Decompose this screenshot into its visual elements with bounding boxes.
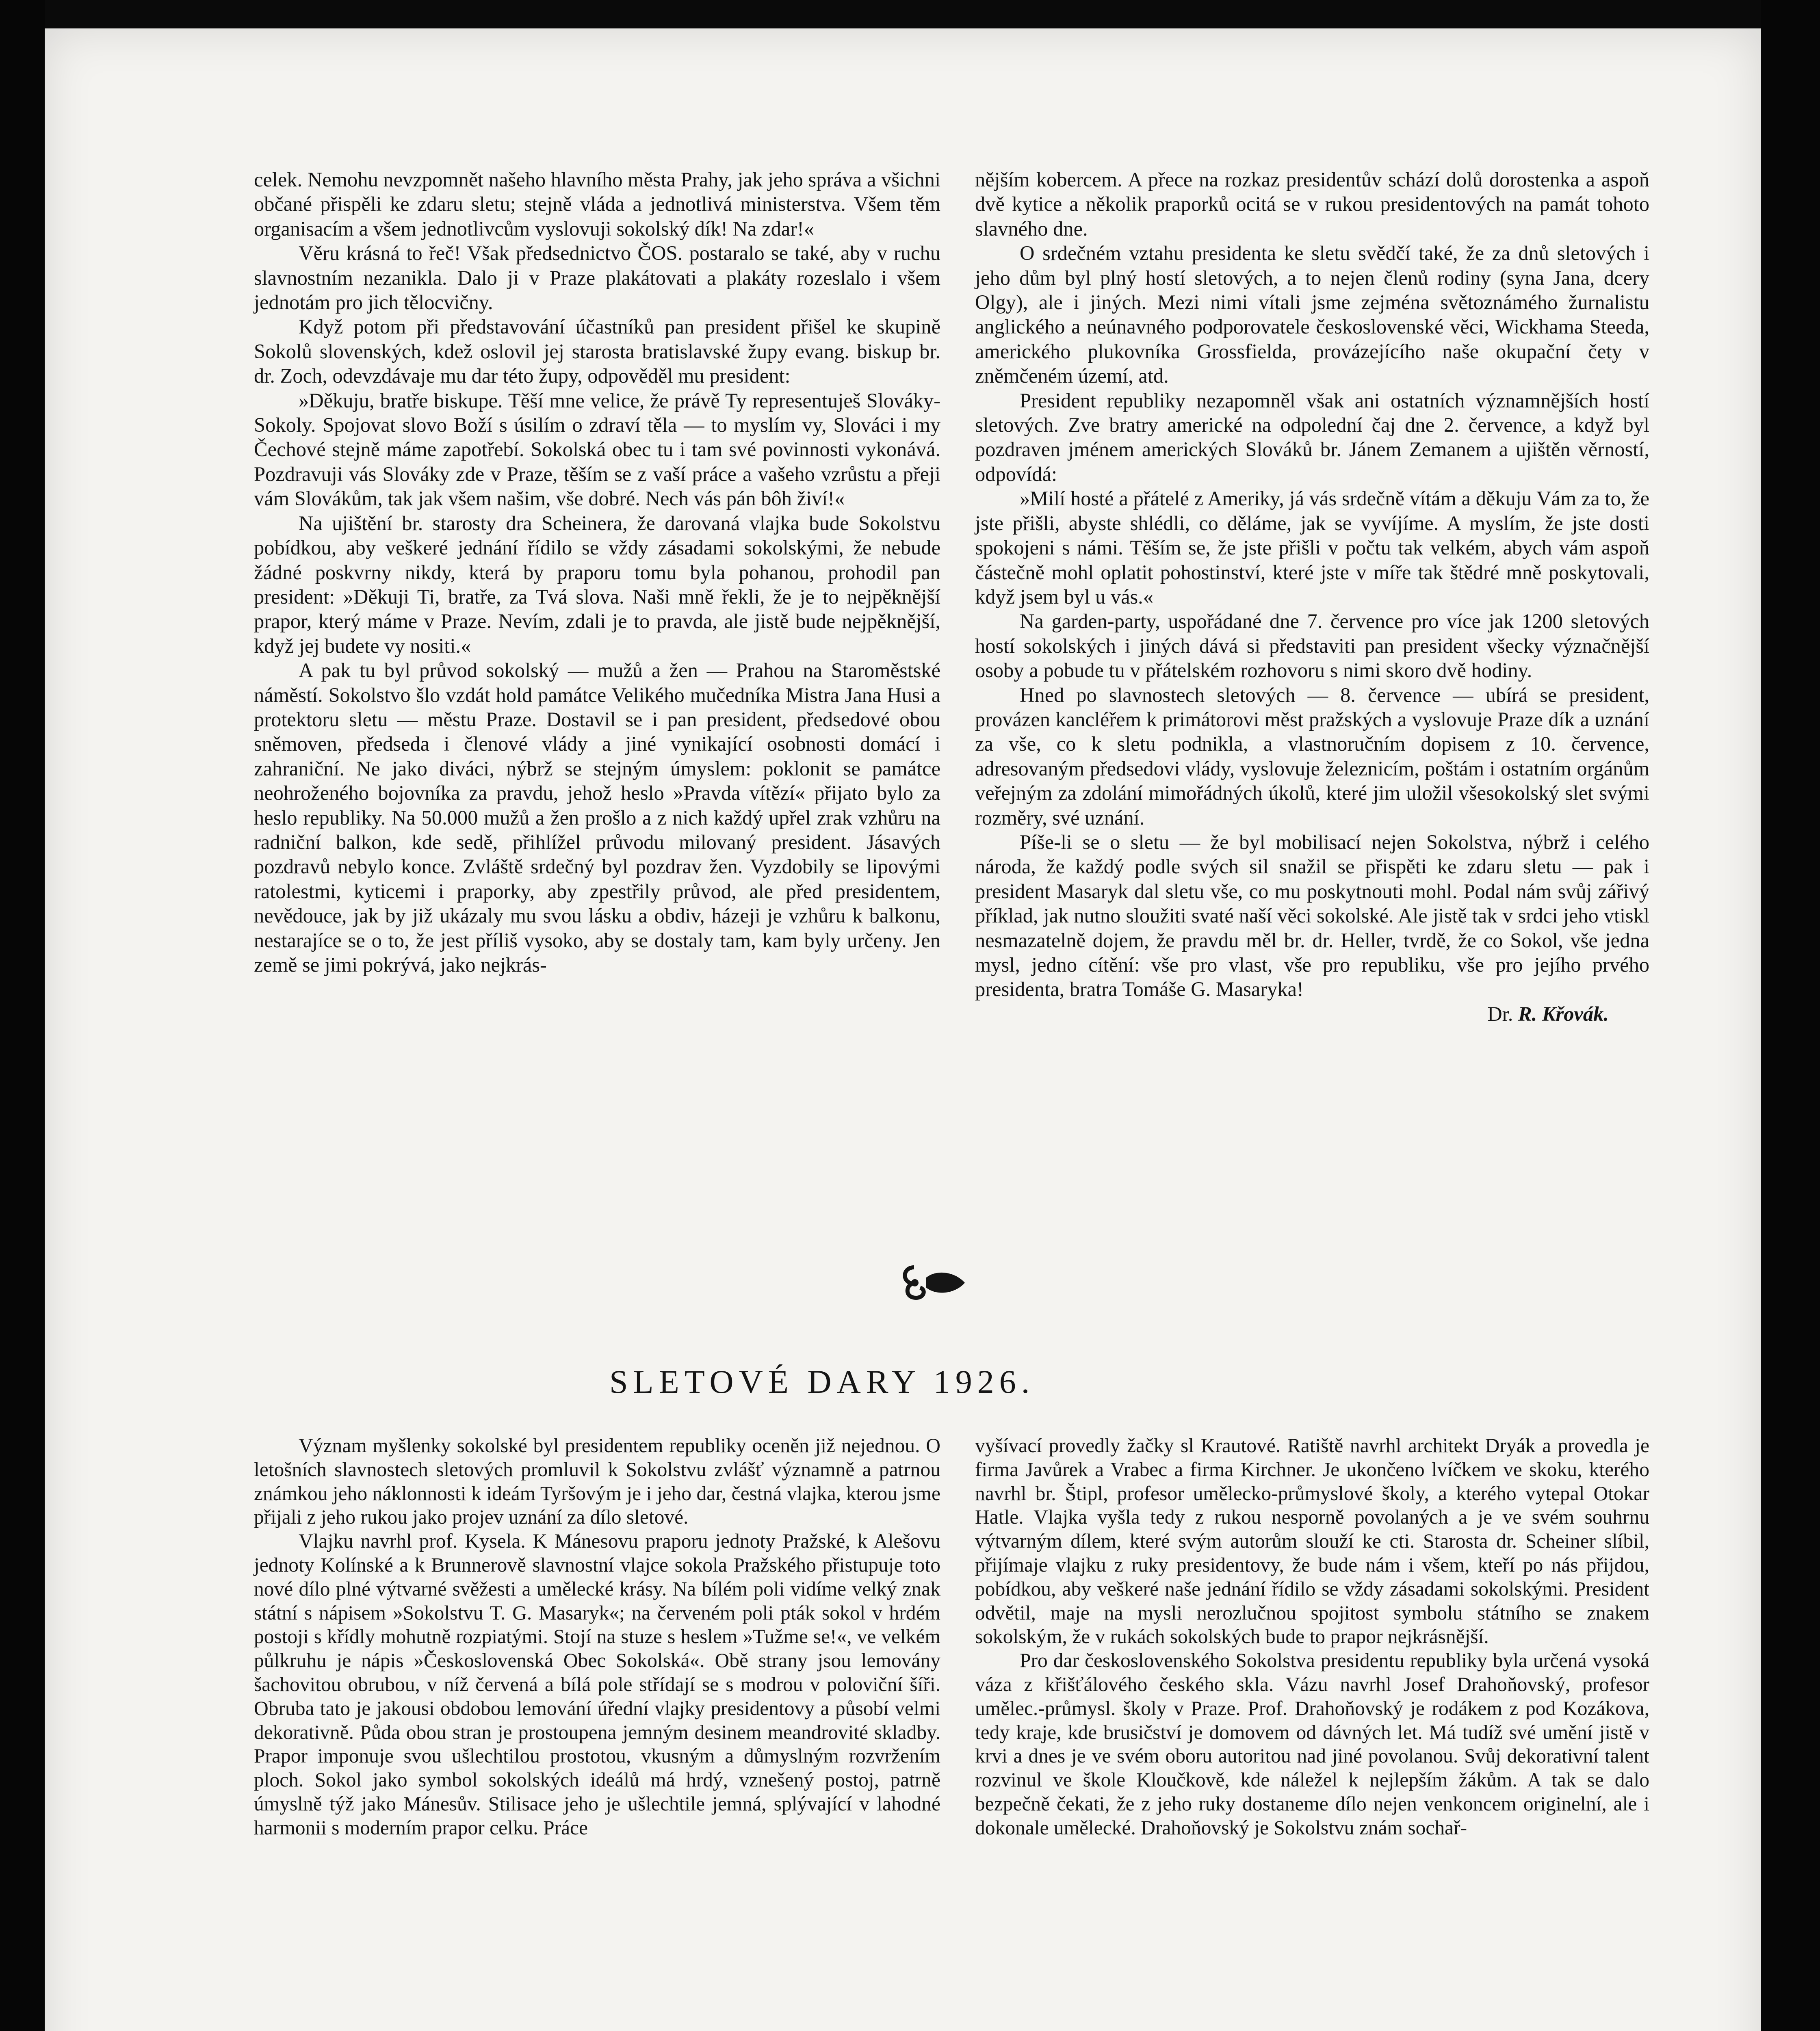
- upper-left-column: [254, 167, 940, 977]
- paragraph: »Děkuju, bratře biskupe. Těší mne velice, že právě Ty representuješ Slováky-Sokoly. Spojovat slovo Boží s úsilím o zdraví těla — to myslím vy, Slováci i my Čechové stejně máme zapotřebí. Sokolská obec tu i tam své povinnosti vykonává. Pozdravuji vás Slováky zde v Praze, těším se z vaší práce a vašeho vzrůstu a přeji vám Slovákům, tak jak všem našim, vše dobré. Nech vás pán bôh živí!«: [254, 389, 940, 510]
- paragraph: A pak tu byl průvod sokolský — mužů a žen — Prahou na Staroměstské náměstí. Sokolstvo šlo vzdát hold památce Velikého mučedníka Mistra Jana Husi a protektoru sletu — městu Praze. Dostavil se i pan president, předsedové obou sněmoven, předseda i členové vlády a jiné vynikající osobnosti domácí i zahraniční. Ne jako diváci, nýbrž se stejným úmyslem: poklonit se památce neohroženého bojovníka za pravdu, jehož heslo »Pravda vítězí« přijato bylo za heslo republiky. Na 50.000 mužů a žen prošlo a z nich každý upřel zrak vzhůru na radniční balkon, kde sedě, přihlížel průvodu milovaný president. Jásavých pozdravů nebylo konce. Zvláště srdečný byl pozdrav žen. Vyzdobily se lipovými ratolestmi, kyticemi i praporky, aby zpestřily průvod, ale před presidentem, nevědouce, jak by již ukázaly mu svou lásku a obdiv, házeji je vzhůru k balkonu, nestarajíce se o to, že jest příliš vysoko, aby se dostaly tam, kam byly určeny. Jen země se jimi pokrývá, jako nejkrás-: [254, 659, 940, 976]
- paragraph: Píše-li se o sletu — že byl mobilisací nejen Sokolstva, nýbrž i celého národa, že každý podle svých sil snažil se přispěti ke zdaru sletu — pak i president Masaryk dal sletu vše, co mu poskytnouti mohl. Podal nám svůj zářivý příklad, jak nutno sloužiti svaté naší věci sokolské. Ale jistě tak v srdci jeho vtiskl nesmazatelně dojem, že pravdu měl br. dr. Heller, tvrdě, že co Sokol, vše jedna mysl, jedno cítění: vše pro vlast, vše pro republiku, vše pro jejího prvého presidenta, bratra Tomáše G. Masaryka!: [975, 830, 1649, 1001]
- signature-prefix: Dr.: [1487, 1002, 1513, 1025]
- upper-right-column: [975, 167, 1649, 1026]
- scan-edge-right: [1761, 0, 1820, 2031]
- author-signature: [975, 1002, 1649, 1026]
- paragraph: vyšívací provedly žačky sl Krautové. Ratiště navrhl architekt Dryák a provedla je firma Javůrek a Vrabec a firma Kirchner. Je ukončeno lvíčkem ve skoku, kterého navrhl br. Štipl, profesor umělecko-průmyslové školy, a kterého vytepal Otokar Hatle. Vlajka vyšla tedy z rukou nesporně povolaných a je ve svém souhrnu výtvarným dílem, které svým autorům slouží ke cti. Starosta dr. Scheiner slíbil, přijímaje vlajku z ruky presidentovy, že bude nám i všem, kteří po nás přijdou, pobídkou, aby veškeré naše jednání řídilo se vždy zásadami sokolskými. President odvětil, maje na mysli nerozlučnou spojitost symbolu státního se znakem sokolským, že v rukách sokolských bude to prapor nejkrásnější.: [975, 1434, 1649, 1648]
- fleuron-ornament-icon: [898, 1259, 967, 1308]
- paragraph: O srdečném vztahu presidenta ke sletu svědčí také, že za dnů sletových i jeho dům byl plný hostí sletových, a to nejen členů rodiny (syna Jana, dcery Olgy), ale i jiných. Mezi nimi vítali jsme zejména světoznámého žurnalistu anglického a neúnavného podporovatele československé věci, Wickhama Steeda, amerického plukovníka Grossfielda, provázejícího naše okupační čety v zněmčeném území, atd.: [975, 242, 1649, 388]
- signature-author: R. Křovák.: [1518, 1002, 1609, 1025]
- paragraph: Pro dar československého Sokolstva presidentu republiky byla určená vysoká váza z křišťálového českého skla. Vázu navrhl Josef Drahoňovský, profesor umělec.-průmysl. školy v Praze. Prof. Drahoňovský je rodákem z pod Kozákova, tedy kraje, kde brusičství je domovem od dávných let. Má tudíž své umění jistě v krvi a dnes je ve svém oboru autoritou nad jiné povolanou. Svůj dekorativní talent rozvinul ve škole Kloučkově, kde náležel k nejlepším žákům. A tak se dalo bezpečně čekati, že z jeho ruky dostaneme dílo nejen venkoncem originelní, ale i dokonale umělecké. Drahoňovský je Sokolstvu znám sochař-: [975, 1649, 1649, 1839]
- lower-left-column: [254, 1434, 940, 1840]
- lower-right-column: [975, 1434, 1649, 1840]
- paragraph: President republiky nezapomněl však ani ostatních významnějších hostí sletových. Zve bratry americké na odpolední čaj dne 2. července, a když byl pozdraven jménem amerických Slováků br. Jánem Zemanem a ujištěn věrností, odpovídá:: [975, 389, 1649, 485]
- paragraph: Věru krásná to řeč! Však předsednictvo ČOS. postaralo se také, aby v ruchu slavnostním nezanikla. Dalo ji v Praze plakátovati a plakáty rozeslalo i všem jednotám pro jich tělocvičny.: [254, 242, 940, 314]
- paragraph: Na ujištění br. starosty dra Scheinera, že darovaná vlajka bude Sokolstvu pobídkou, aby veškeré jednání řídilo se vždy zásadami sokolskými, že nebude žádné poskvrny nikdy, která by praporu tomu byla pohanou, prohodil pan president: »Děkuji Ti, bratře, za Tvá slova. Naši mně řekli, že je to nejpěknější prapor, který máme v Praze. Nevím, zdali je to pravda, ale jistě bude nejpěknější, když jej budete vy nositi.«: [254, 511, 940, 657]
- paragraph: Když potom při představování účastníků pan president přišel ke skupině Sokolů slovenských, kdež oslovil jej starosta bratislavské župy evang. biskup br. dr. Zoch, odevzdávaje mu dar této župy, odpověděl mu president:: [254, 315, 940, 388]
- paragraph: Význam myšlenky sokolské byl presidentem republiky oceněn již nejednou. O letošních slavnostech sletových promluvil k Sokolstvu zvlášť významně a patrnou známkou jeho náklonnosti k ideám Tyršovým je i jeho dar, čestná vlajka, kterou jsme přijali z jeho rukou jako projev uznání za dílo sletové.: [254, 1434, 940, 1529]
- paragraph: »Milí hosté a přátelé z Ameriky, já vás srdečně vítám a děkuju Vám za to, že jste přišli, abyste shlédli, co děláme, jak se vyvíjíme. A myslím, že jste dosti spokojeni s námi. Těším se, že jste přišli v počtu tak velkém, abych vám aspoň částečně mohl oplatit pohostinství, které jste v míře tak štědré mně poskytovali, když jsem byl u vás.«: [975, 487, 1649, 608]
- paragraph: Hned po slavnostech sletových — 8. července — ubírá se president, provázen kancléřem k primátorovi měst pražských a vyslovuje Praze dík a uznání za vše, co k sletu podnikla, a vlastnoručním dopisem z 10. července, adresovaným předsedovi vlády, vyslovuje železnicím, poštám i ostatním orgánům veřejným za zdolání mimořádných úkolů, které jim uložil všesokolský slet svými rozměry, své uznání.: [975, 683, 1649, 829]
- scan-edge-left: [0, 0, 45, 2031]
- paragraph: Na garden-party, uspořádané dne 7. července pro více jak 1200 sletových hostí sokolských i jiných dává si představiti pan president všecky význačnější osoby a pobude tu v přátelském rozhovoru s nimi skoro dvě hodiny.: [975, 610, 1649, 682]
- paragraph: Vlajku navrhl prof. Kysela. K Mánesovu praporu jednoty Pražské, k Alešovu jednoty Kolínské a k Brunnerově slavnostní vlajce sokola Pražského přistupuje toto nové dílo plné výtvarné svěžesti a umělecké krásy. Na bílém poli vidíme velký znak státní s nápisem »Sokolstvu T. G. Masaryk«; na červeném poli pták sokol v hrdém postoji s křídly mohutně rozpiatými. Stojí na stuze s heslem »Tužme se!«, ve velkém půlkruhu je nápis »Československá Obec Sokolská«. Obě strany jsou lemovány šachovitou obrubou, v níž červená a bílá pole střídají se s modrou v poloviční šíři. Obruba tato je jakousi obdobou lemování úřední vlajky presidentovy a působí velmi dekorativně. Půda obou stran je prostoupena jemným desinem meandrovité skladby. Prapor imponuje svou ušlechtilou prostotou, vkusným a důmyslným rozvržením ploch. Sokol jako symbol sokolských ideálů má hrdý, vznešený postoj, patrně úmyslně týž jako Mánesův. Stilisace jeho je ušlechtile jemná, splývající v lahodné harmonii s moderním prapor celku. Práce: [254, 1530, 940, 1839]
- paragraph: nějším kobercem. A přece na rozkaz presidentův schází dolů dorostenka a aspoň dvě kytice a několik praporků ocitá se v rukou presidentových na památ tohoto slavného dne.: [975, 168, 1649, 240]
- paragraph: celek. Nemohu nevzpomnět našeho hlavního města Prahy, jak jeho správa a všichni občané přispěli ke zdaru sletu; stejně vláda a jednotlivá ministerstva. Všem těm organisacím a všem jednotlivcům vyslovuji sokolský dík! Na zdar!«: [254, 168, 940, 240]
- section-title: SLETOVÉ DARY 1926.: [609, 1363, 1035, 1400]
